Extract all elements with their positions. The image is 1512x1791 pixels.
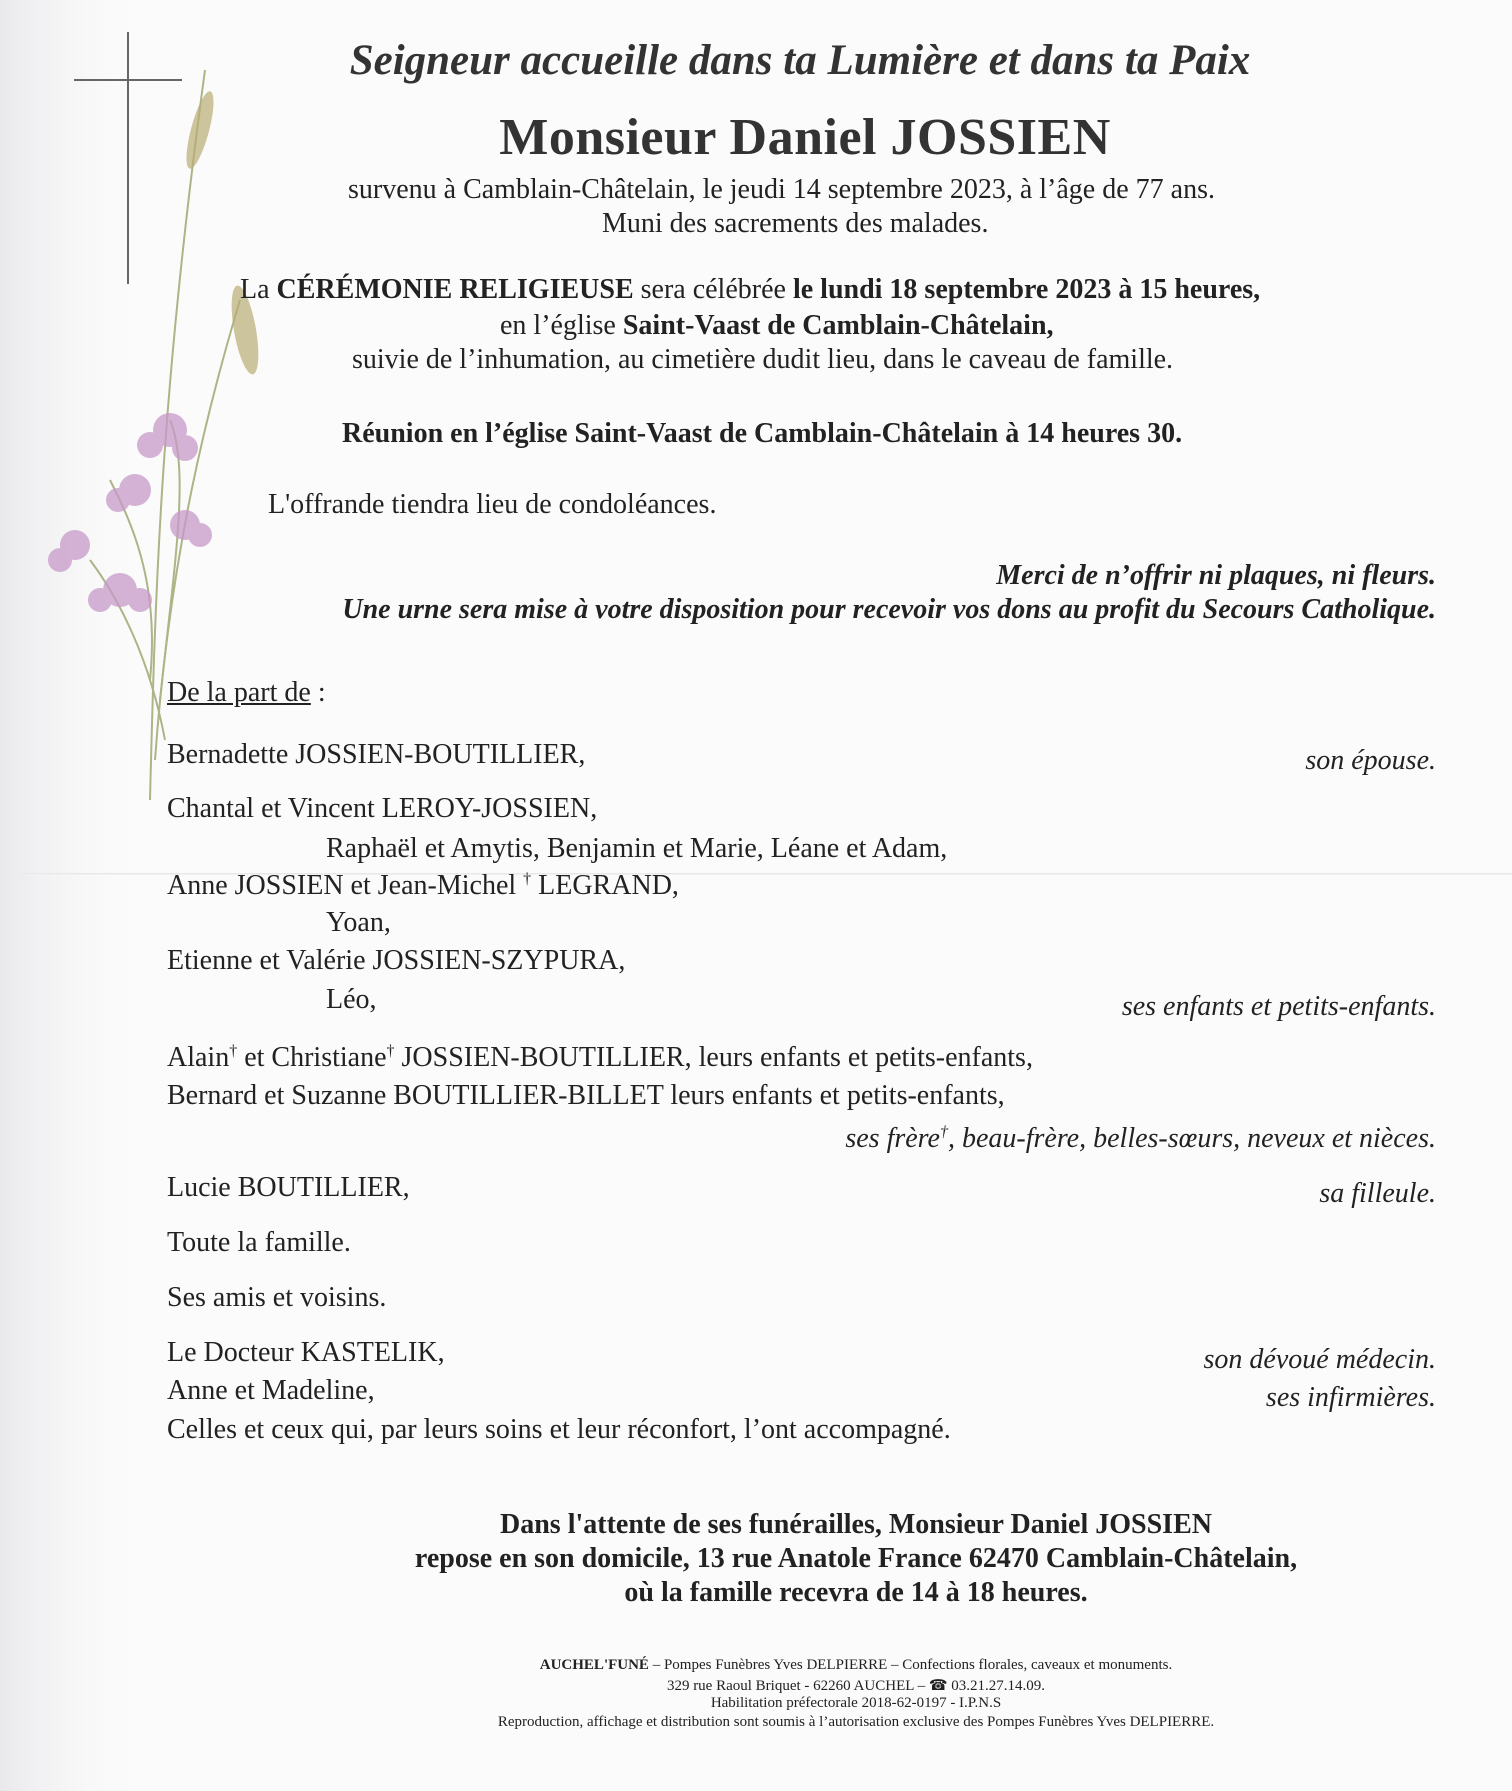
deceased-name: Monsieur Daniel JOSSIEN [499,109,1111,166]
spouse-role: son épouse. [1305,745,1436,776]
rest-line-1: Dans l'attente de ses funérailles, Monsieur Daniel JOSSIEN [500,1509,1212,1540]
ceremony-line-3: suivie de l’inhumation, au cimetière dudit lieu, dans le caveau de famille. [352,344,1174,375]
godchild-line: Lucie BOUTILLIER, [167,1172,410,1203]
footer-line-3: Habilitation préfectorale 2018-62-0197 - I.P.N.S [710,1695,1002,1711]
footer-line-1: AUCHEL'FUNÉ – Pompes Funèbres Yves DELPIERRE – Confections florales, caveaux et monuments. [539,1657,1173,1673]
child-2-kids: Yoan, [326,907,391,938]
prayer-heading: Seigneur accueille dans ta Lumière et dans ta Paix [349,37,1251,84]
urn-line: Une urne sera mise à votre disposition pour recevoir vos dons au profit du Secours Catholique. [342,594,1436,625]
rest-line-2: repose en son domicile, 13 rue Anatole France 62470 Camblain-Châtelain, [414,1543,1298,1574]
sibling-2: Bernard et Suzanne BOUTILLIER-BILLET leurs enfants et petits-enfants, [167,1080,1005,1111]
family-all-line: Toute la famille. [167,1227,351,1258]
children-role: ses enfants et petits-enfants. [1121,991,1436,1022]
child-2: Anne JOSSIEN et Jean-Michel † LEGRAND, [167,870,679,901]
sacraments-line: Muni des sacrements des malades. [602,208,989,239]
footer-line-2: 329 rue Raoul Briquet - 62260 AUCHEL – ☎ 03.21.27.14.09. [666,1678,1046,1694]
child-1-kids: Raphaël et Amytis, Benjamin et Marie, Léane et Adam, [326,833,948,864]
godchild-role: sa filleule. [1319,1178,1436,1209]
sibling-1: Alain† et Christiane† JOSSIEN-BOUTILLIER, leurs enfants et petits-enfants, [167,1042,1033,1073]
doctor-role: son dévoué médecin. [1203,1344,1436,1375]
spouse-line: Bernadette JOSSIEN-BOUTILLIER, [167,739,586,770]
meeting-line: Réunion en l’église Saint-Vaast de Camblain-Châtelain à 14 heures 30. [342,418,1183,449]
ceremony-line-2: en l’église Saint-Vaast de Camblain-Châtelain, [500,310,1054,341]
nurses-role: ses infirmières. [1265,1382,1436,1413]
carers-line: Celles et ceux qui, par leurs soins et leur réconfort, l’ont accompagné. [167,1414,951,1445]
child-3-kids: Léo, [326,984,377,1015]
offering-line: L'offrande tiendra lieu de condoléances. [268,489,717,520]
siblings-role: ses frère†, beau-frère, belles-sœurs, neveux et nièces. [845,1123,1436,1154]
no-flowers-line: Merci de n’offrir ni plaques, ni fleurs. [996,560,1436,591]
ceremony-line-1: La CÉRÉMONIE RELIGIEUSE sera célébrée le lundi 18 septembre 2023 à 15 heures, [240,274,1261,305]
footer-line-4: Reproduction, affichage et distribution sont soumis à l’autorisation exclusive des Pompes Funèbres Yves DELPIERRE. [497,1714,1215,1730]
friends-line: Ses amis et voisins. [167,1282,387,1313]
death-line: survenu à Camblain-Châtelain, le jeudi 14 septembre 2023, à l’âge de 77 ans. [348,174,1215,205]
nurses-line: Anne et Madeline, [167,1375,375,1406]
rest-line-3: où la famille recevra de 14 à 18 heures. [624,1577,1088,1608]
child-3: Etienne et Valérie JOSSIEN-SZYPURA, [167,945,626,976]
family-intro: De la part de : [167,677,326,708]
child-1: Chantal et Vincent LEROY-JOSSIEN, [167,793,598,824]
doctor-line: Le Docteur KASTELIK, [167,1337,445,1368]
